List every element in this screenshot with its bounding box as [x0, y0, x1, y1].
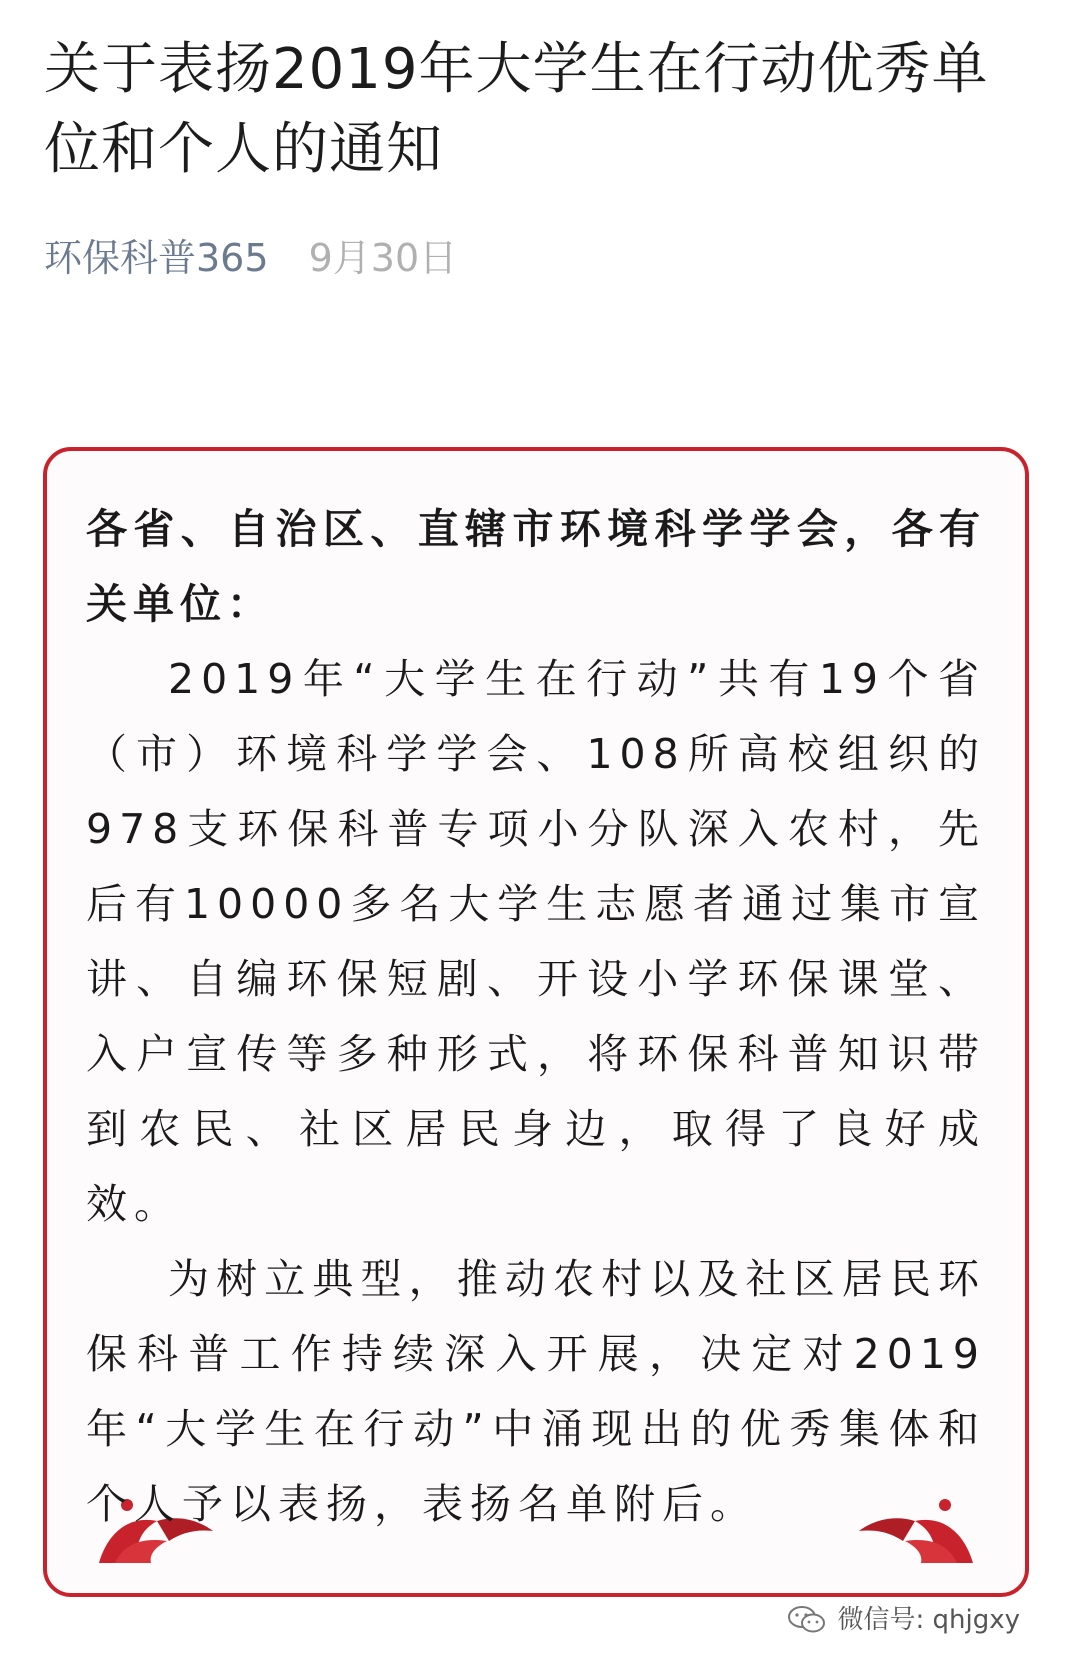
- wechat-icon: [787, 1604, 827, 1636]
- watermark-text: 微信号: qhjgxy: [837, 1605, 1020, 1635]
- account-name-link[interactable]: 环保科普365: [44, 236, 269, 280]
- wechat-watermark: [787, 1600, 1020, 1640]
- notice-salutation: 各省、自治区、直辖市环境科学学会，各有关单位：: [86, 505, 986, 628]
- notice-paragraph: 2019年“大学生在行动”共有19个省（市）环境科学学会、108所高校组织的978支环保科普专项小分队深入农村，先后有10000多名大学生志愿者通过集市宣讲、自编环保短剧、开设小学环保课堂、入户宣传等多种形式，将环保科普知识带到农民、社区居民身边，取得了良好成效。: [86, 655, 986, 1228]
- publish-date: 9月30日: [308, 236, 458, 280]
- article-meta: [44, 232, 457, 284]
- notice-body: [86, 492, 986, 1542]
- notice-paragraph: 为树立典型，推动农村以及社区居民环保科普工作持续深入开展，决定对2019年“大学生在行动”中涌现出的优秀集体和个人予以表扬，表扬名单附后。: [86, 1255, 986, 1528]
- article-title: 关于表扬2019年大学生在行动优秀单位和个人的通知: [44, 37, 989, 182]
